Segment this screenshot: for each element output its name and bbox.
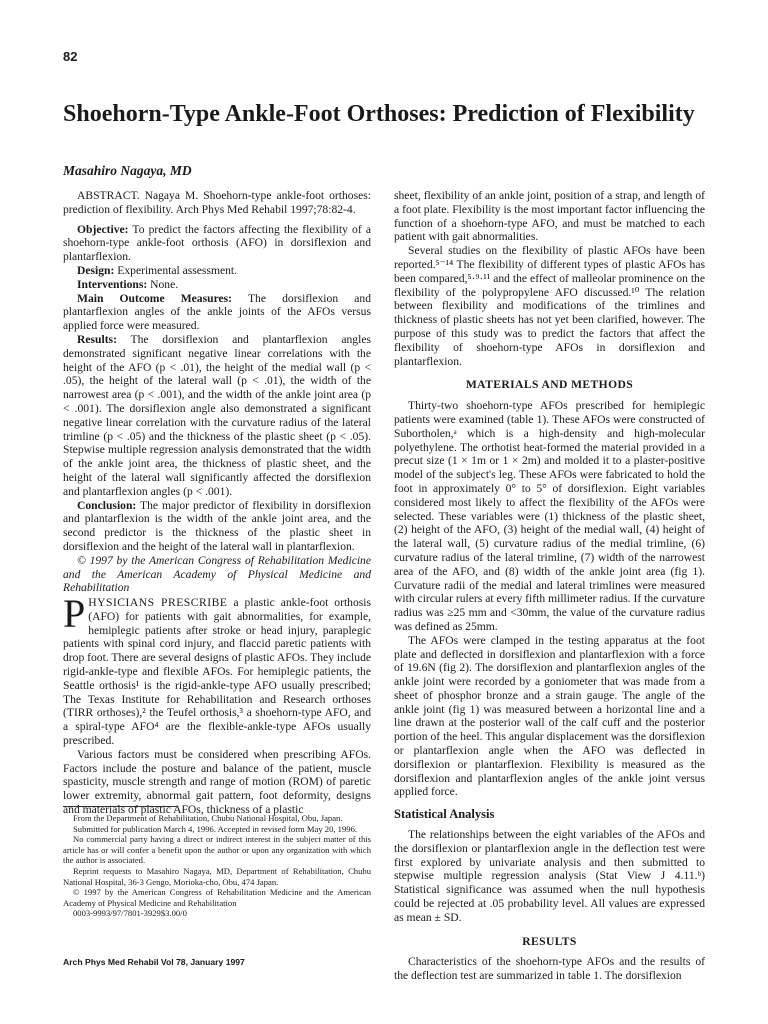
footnote-issn: 0003-9993/97/7801-3929$3.00/0 [73,908,187,919]
abstract-objective [63,223,371,264]
statistical-analysis-heading: Statistical Analysis [394,807,495,822]
intro-paragraph-2-continued: sheet, flexibility of an ankle joint, position of a strap, and length of a foot plate. Flexibility is the most important factor influencing the function of a shoehorn-type AFO, and must be matched to each patient with gait abnormalities. [394,189,705,244]
conclusion-text: The major predictor of flexibility in dorsiflexion and plantarflexion is the width of the ankle joint area, and the second predictor is the thickness of the plastic sheet in dorsiflexion and the height of the lateral wall in plantarflexion. [63,498,371,553]
footnote-affiliation: From the Department of Rehabilitation, Chubu National Hospital, Obu, Japan. [73,813,343,823]
right-column [394,189,705,983]
page-number: 82 [63,49,78,64]
design-label: Design: [77,263,115,277]
results-paragraph-1: Characteristics of the shoehorn-type AFOs and the results of the deflection test are summarized in table 1. The dorsiflexion [394,955,705,983]
design-text: Experimental assessment. [117,263,238,277]
article-title: Shoehorn-Type Ankle-Foot Orthoses: Prediction of Flexibility [63,101,695,127]
abstract-citation: ABSTRACT. Nagaya M. Shoehorn-type ankle-foot orthoses: prediction of flexibility. Arch Phys Med Rehabil 1997;78:82-4. [63,189,371,216]
footnote-divider [63,806,178,807]
footnote-submission: Submitted for publication March 4, 1996. Accepted in revised form May 20, 1996. [73,823,358,834]
footnote-copyright: © 1997 by the American Congress of Rehabilitation Medicine and the American Academy of Physical Medicine and Rehabilitation [63,887,371,908]
introduction-section [63,591,372,817]
interventions-text: None. [150,277,179,291]
intro-text-1: a plastic ankle-foot orthosis (AFO) for patients with gait abnormalities, for example, hemiplegic patients after stroke or head injury, paraplegic patients with spinal cord injury, and flaccid paretic patients with drop foot. There are several designs of plastic AFOs. They include rigid-ankle-type and flexible AFOs. For hemiplegic patients, the Seattle orthosis¹ is the rigid-ankle-type AFO usually prescribed; The Texas Institute for Rehabilitation and Research orthoses (TIRR orthoses),² the Teufel orthosis,³ a shoehorn-type AFO, and a spiral-type AFO⁴ are the flexible-ankle-type AFOs usually prescribed. [63,596,372,747]
methods-paragraph-1: Thirty-two shoehorn-type AFOs prescribed for hemiplegic patients were examined (table 1). These AFOs were constructed of Subortholen,ᵃ which is a high-density and high-molecular polyethylene. The orthotist heat-formed the material provided in a precut size (1 × 1m or 1 × 2m) and molded it to a plaster-positive model of the subject's leg. These AFOs were fabricated to hold the foot in approximately 0° to 5° of dorsiflexion. Eight variables considered most likely to affect the flexibility of the AFOs were selected. These variables were (1) thickness of the plastic sheet, (2) height of the AFO, (3) height of the medial wall, (4) height of the lateral wall, (5) curvature radius of the medial trimline, (6) curvature radius of the lateral trimline, (7) width of the narrowest area of the AFO, and (8) width of the ankle joint area (fig 1). Curvature radii of the medial and lateral trimlines were measured with circular rulers at every fifth millimeter radius. If the curvature radius was ≥25 mm and <30mm, the value of the curvature radius was defined as 25mm. [394,399,705,633]
objective-text: To predict the factors affecting the flexibility of a shoehorn-type ankle-foot orthosis (AFO) in dorsiflexion and plantarflexion. [63,222,371,264]
footnote-disclosure: No commercial party having a direct or indirect interest in the subject matter of this article has or will confer a benefit upon the author or upon any organization with which the author is associated. [63,834,371,866]
intro-paragraph-1 [63,591,372,748]
author-name: Masahiro Nagaya, MD [63,163,192,178]
abstract-interventions [63,278,371,292]
drop-cap: P [63,591,86,636]
intro-paragraph-3: Several studies on the flexibility of plastic AFOs have been reported.⁵⁻¹⁴ The flexibility of different types of plastic AFOs has been compared,⁵·⁹·¹¹ and the effect of malleolar prominence on the flexibility of the polypropylene AFO discussed.¹⁰ The relation between flexibility and modifications of the trimlines and thickness of plastic sheets has not yet been clarified, however. The purpose of this study was to predict the factors that affect the flexibility of shoehorn-type AFOs in dorsiflexion and plantarflexion. [394,244,705,368]
intro-lead-in: HYSICIANS PRESCRIBE [88,596,228,609]
measures-text: The dorsiflexion and plantarflexion angles of the ankle joints of the AFOs versus applied force were measured. [63,291,371,333]
abstract-results [63,333,371,499]
measures-label: Main Outcome Measures: [77,291,233,305]
abstract-measures [63,292,371,333]
conclusion-label: Conclusion: [77,498,137,512]
abstract-section [63,189,371,595]
abstract-design [63,264,371,278]
methods-heading: MATERIALS AND METHODS [465,378,634,392]
methods-paragraph-3: The relationships between the eight variables of the AFOs and the dorsiflexion or plantarflexion angle in the deflection test were first explored by univariate analysis and then submitted to stepwise multiple regression analysis (Stat View J 4.11.ᵇ) Statistical significance was assumed when the null hypothesis could be rejected at .05 probability level. All values are expressed as mean ± SD. [394,828,705,924]
footnote-reprints: Reprint requests to Masahiro Nagaya, MD, Department of Rehabilitation, Chubu National Hospital, 36-3 Gengo, Morioka-cho, Obu, 474 Japan. [63,865,371,887]
objective-label: Objective: [77,222,129,236]
interventions-label: Interventions: [77,277,148,291]
journal-footer: Arch Phys Med Rehabil Vol 78, January 1997 [63,957,245,967]
results-text: The dorsiflexion and plantarflexion angles demonstrated significant negative linear correlations with the height of the AFO (p < .01), the height of the medial wall (p < .05), the height of the lateral wall (p < .01), the width of the narrowest area (p < .001), and the width of the ankle joint area (p < .001). The dorsiflexion angle also demonstrated a significant negative linear correlation with the curvature radius of the lateral trimline (p < .05) and the thickness of the plastic sheet (p < .05). Stepwise multiple regression analysis demonstrated that the width of the ankle joint area, the thickness of plastic sheet, and the height of the lateral wall significantly affected the dorsiflexion and plantarflexion angles (p < .001). [63,332,371,498]
intro-paragraph-2: Various factors must be considered when prescribing AFOs. Factors include the posture and balance of the patient, muscle spasticity, muscle strength and range of motion (ROM) of paretic lower extremity, abnormal gait pattern, foot deformity, designs and materials of plastic AFOs, thickness of a plastic [63,747,371,816]
abstract-copyright: © 1997 by the American Congress of Rehabilitation Medicine and the American Academy of Physical Medicine and Rehabilitation [63,553,371,595]
footnotes [63,813,371,919]
results-label: Results: [77,332,117,346]
methods-paragraph-2: The AFOs were clamped in the testing apparatus at the foot plate and deflected in dorsiflexion and plantarflexion with a force of 19.6N (fig 2). The dorsiflexion and plantarflexion angles of the ankle joint were recorded by a goniometer that was made from a sheet of phosphor bronze and a strain gauge. The angle of the ankle joint (fig 1) was measured between a horizontal line and a line drawn at the posterior wall of the calf cuff and the posterior portion of the heel. This angular displacement was the dorsiflexion or plantarflexion angle when the AFO was deflected in dorsiflexion or plantarflexion. Flexibility is measured as the dorsiflexion and plantarflexion angles of the ankle joint versus applied force. [394,633,705,799]
results-heading: RESULTS [522,934,577,948]
abstract-conclusion [63,499,371,554]
